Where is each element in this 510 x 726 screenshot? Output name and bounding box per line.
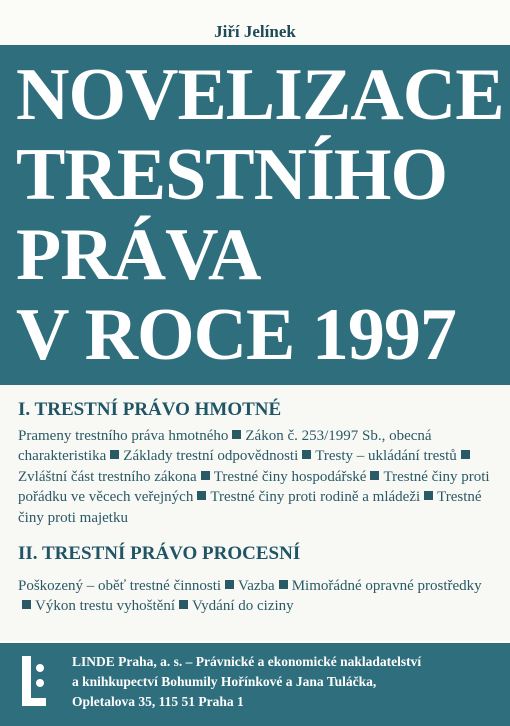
square-bullet-icon (22, 600, 31, 609)
square-bullet-icon (197, 491, 206, 500)
topic-item: Trestné činy proti pořádku ve věcech veřejných (18, 468, 490, 506)
topic-item: Vydání do ciziny (192, 598, 294, 615)
square-bullet-icon (201, 471, 210, 480)
topic-item: Prameny trestního práva hmotného (18, 428, 229, 444)
square-bullet-icon (179, 600, 188, 609)
square-bullet-icon (279, 580, 288, 589)
publisher-logo-icon (18, 652, 48, 716)
author-name: Jiří Jelínek (214, 22, 296, 41)
section-heading-substantive-law: I. TRESTNÍ PRÁVO HMOTNÉ (18, 399, 282, 420)
topic-item: Výkon trestu vyhoštění (35, 598, 175, 615)
topic-item: Vazba (238, 578, 275, 594)
topic-item: Trestné činy proti rodině a mládeži (210, 489, 421, 506)
title-line-3: PRÁVA (16, 214, 261, 296)
topic-item: Trestné činy hospodářské (213, 468, 367, 485)
title-line-1: NOVELIZACE (16, 54, 504, 136)
topic-item: Tresty – ukládání trestů (315, 448, 457, 465)
publisher-line-3: Opletalova 35, 115 51 Praha 1 (72, 694, 244, 709)
publisher-info (72, 652, 502, 712)
section-heading-procedural-law: II. TRESTNÍ PRÁVO PROCESNÍ (18, 543, 301, 564)
square-bullet-icon (370, 471, 379, 480)
topic-item: Mimořádné opravné prostředky (291, 578, 482, 594)
publisher-line-2: a knihkupectví Bohumily Hořínkové a Jana Tuláčka, (72, 674, 377, 689)
square-bullet-icon (110, 450, 119, 459)
square-bullet-icon (232, 430, 241, 439)
title-line-4: V ROCE 1997 (16, 294, 456, 376)
publisher-line-1: LINDE Praha, a. s. – Právnické a ekonomické nakladatelství (72, 654, 422, 669)
square-bullet-icon (302, 450, 311, 459)
topic-item: Trestné činy proti majetku (18, 489, 482, 526)
topic-item: Zákon č. 253/1997 Sb., obecná charakteristika (18, 428, 432, 465)
section-topics-substantive-law (18, 426, 498, 528)
topic-item: Zvláštní část trestního zákona (18, 468, 197, 485)
square-bullet-icon (225, 580, 234, 589)
square-bullet-icon (461, 450, 470, 459)
section-topics-procedural-law (18, 576, 498, 617)
topic-item: Poškozený – oběť trestné činnosti (18, 578, 222, 594)
topic-item: Základy trestní odpovědnosti (123, 448, 299, 465)
title-line-2: TRESTNÍHO (16, 134, 448, 216)
square-bullet-icon (424, 491, 433, 500)
